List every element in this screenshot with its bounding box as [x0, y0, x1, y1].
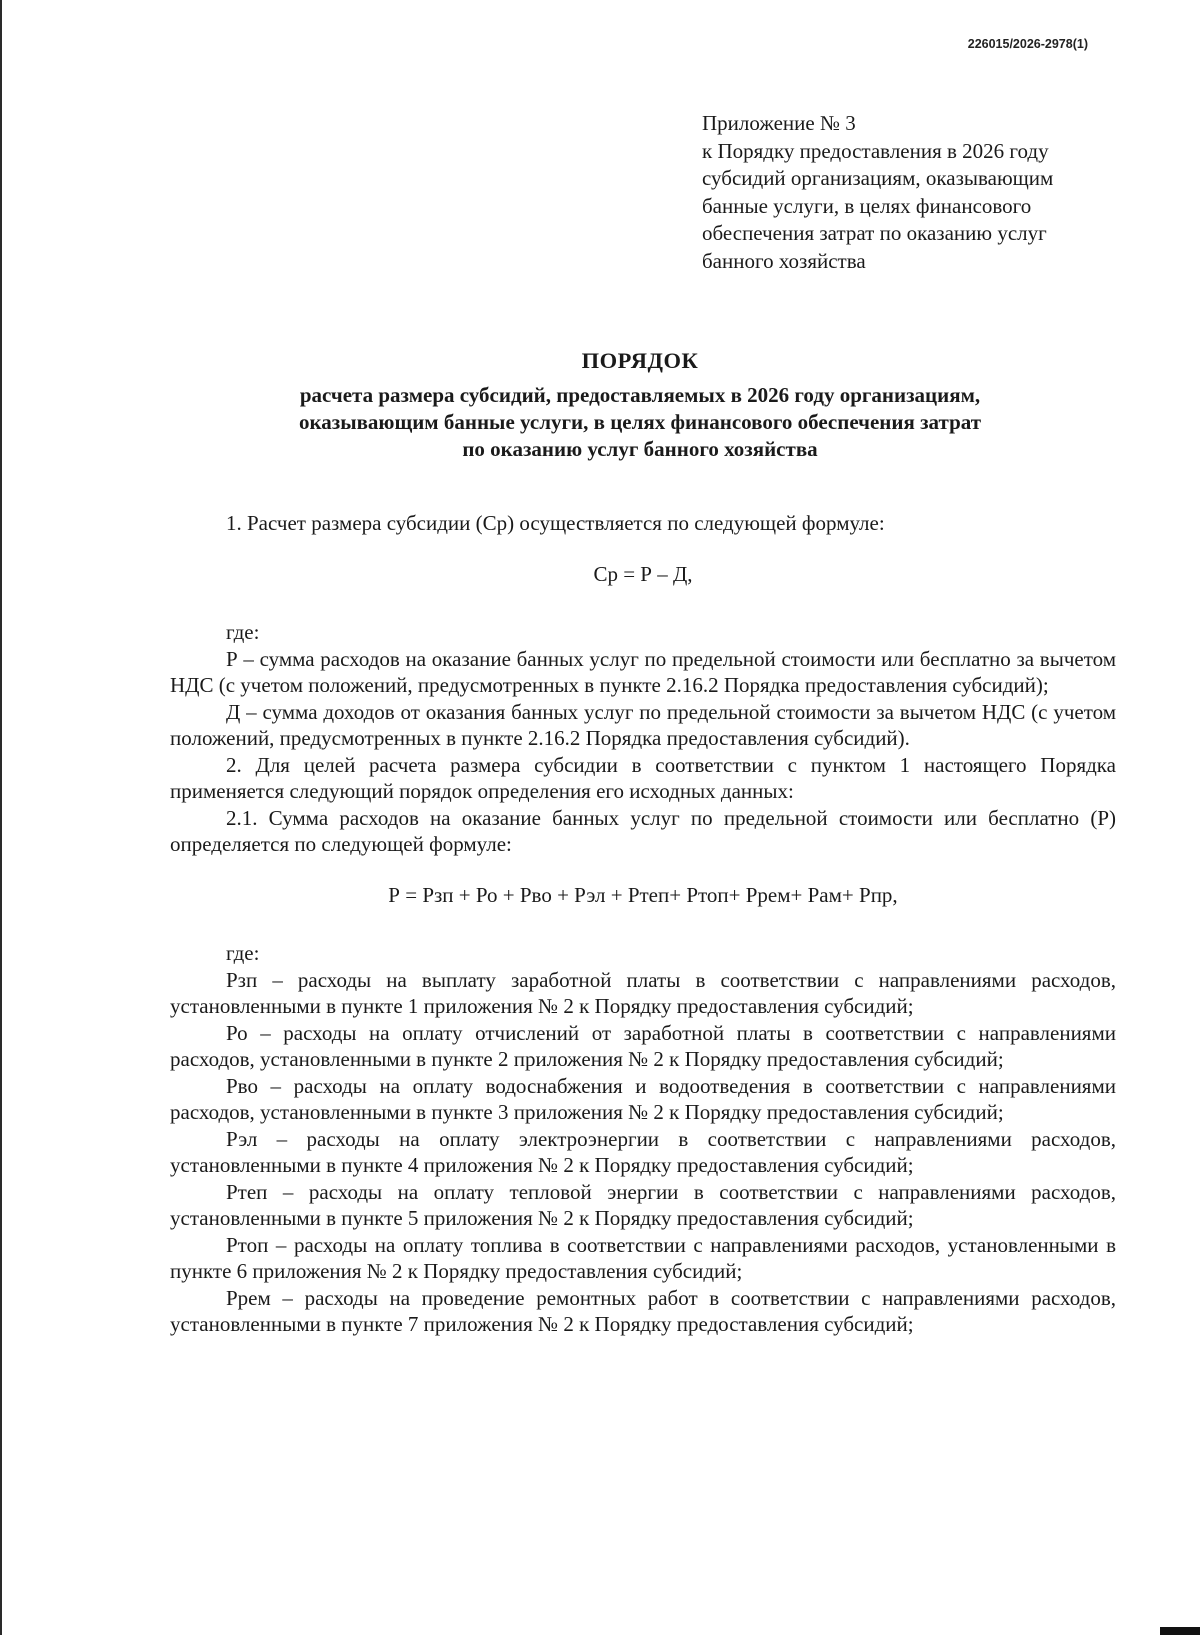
definition-rel: Рэл – расходы на оплату электроэнергии в соответствии с направлениями расходов, установленными в пункте 4 приложения № 2 к Порядку предоставления субсидий;	[170, 1126, 1116, 1177]
appendix-line: субсидий организациям, оказывающим	[702, 166, 1054, 190]
document-title: ПОРЯДОК	[581, 348, 699, 373]
definition-rtop: Ртоп – расходы на оплату топлива в соответствии с направлениями расходов, установленными в пункте 6 приложения № 2 к Порядку предоставления субсидий;	[170, 1232, 1116, 1283]
subtitle-line: расчета размера субсидий, предоставляемых в 2026 году организациям,	[299, 383, 981, 407]
definition-rtep: Ртеп – расходы на оплату тепловой энергии в соответствии с направлениями расходов, установленными в пункте 5 приложения № 2 к Порядку предоставления субсидий;	[170, 1179, 1116, 1230]
document-title-block	[160, 348, 1120, 463]
subtitle-line: оказывающим банные услуги, в целях финансового обеспечения затрат	[298, 410, 982, 434]
formula-expenses: Р = Рзп + Ро + Рво + Рэл + Ртеп+ Ртоп+ Ррем+ Рам+ Рпр,	[388, 882, 898, 907]
definition-p: Р – сумма расходов на оказание банных услуг по предельной стоимости или бесплатно за вычетом НДС (с учетом положений, предусмотренных в пункте 2.16.2 Порядка предоставления субсидий);	[170, 646, 1116, 697]
paragraph-1: 1. Расчет размера субсидии (Ср) осуществляется по следующей формуле:	[226, 511, 885, 535]
where-label: где:	[226, 620, 260, 644]
formula-subsidy: Ср = Р – Д,	[593, 561, 693, 586]
appendix-line: Приложение № 3	[702, 111, 856, 135]
definition-rvo: Рво – расходы на оплату водоснабжения и водоотведения в соответствии с направлениями расходов, установленными в пункте 3 приложения № 2 к Порядку предоставления субсидий;	[170, 1073, 1116, 1124]
definition-d: Д – сумма доходов от оказания банных услуг по предельной стоимости за вычетом НДС (с учетом положений, предусмотренных в пункте 2.16.2 Порядка предоставления субсидий).	[170, 699, 1116, 750]
document-body	[170, 510, 1116, 1338]
definition-rrem: Ррем – расходы на проведение ремонтных работ в соответствии с направлениями расходов, установленными в пункте 7 приложения № 2 к Порядку предоставления субсидий;	[170, 1285, 1116, 1336]
scan-edge-bottom	[1160, 1627, 1200, 1635]
appendix-line: к Порядку предоставления в 2026 году	[702, 138, 1049, 163]
paragraph-2: 2. Для целей расчета размера субсидии в соответствии с пунктом 1 настоящего Порядка применяется следующий порядок определения его исходных данных:	[170, 752, 1116, 803]
appendix-line: обеспечения затрат по оказанию услуг	[702, 221, 1047, 245]
scan-edge-left	[0, 0, 2, 1635]
appendix-line: банного хозяйства	[702, 248, 866, 273]
definition-rzp: Рзп – расходы на выплату заработной платы в соответствии с направлениями расходов, установленными в пункте 1 приложения № 2 к Порядку предоставления субсидий;	[170, 967, 1116, 1018]
document-number: 226015/2026-2978(1)	[967, 37, 1088, 51]
where-label: где:	[226, 941, 260, 965]
subtitle-line: по оказанию услуг банного хозяйства	[462, 437, 818, 461]
paragraph-2-1: 2.1. Сумма расходов на оказание банных услуг по предельной стоимости или бесплатно (Р) определяется по следующей формуле:	[170, 805, 1116, 856]
appendix-header	[702, 110, 1122, 275]
definition-ro: Ро – расходы на оплату отчислений от заработной платы в соответствии с направлениями расходов, установленными в пункте 2 приложения № 2 к Порядку предоставления субсидий;	[170, 1020, 1116, 1071]
appendix-line: банные услуги, в целях финансового	[702, 193, 1032, 218]
